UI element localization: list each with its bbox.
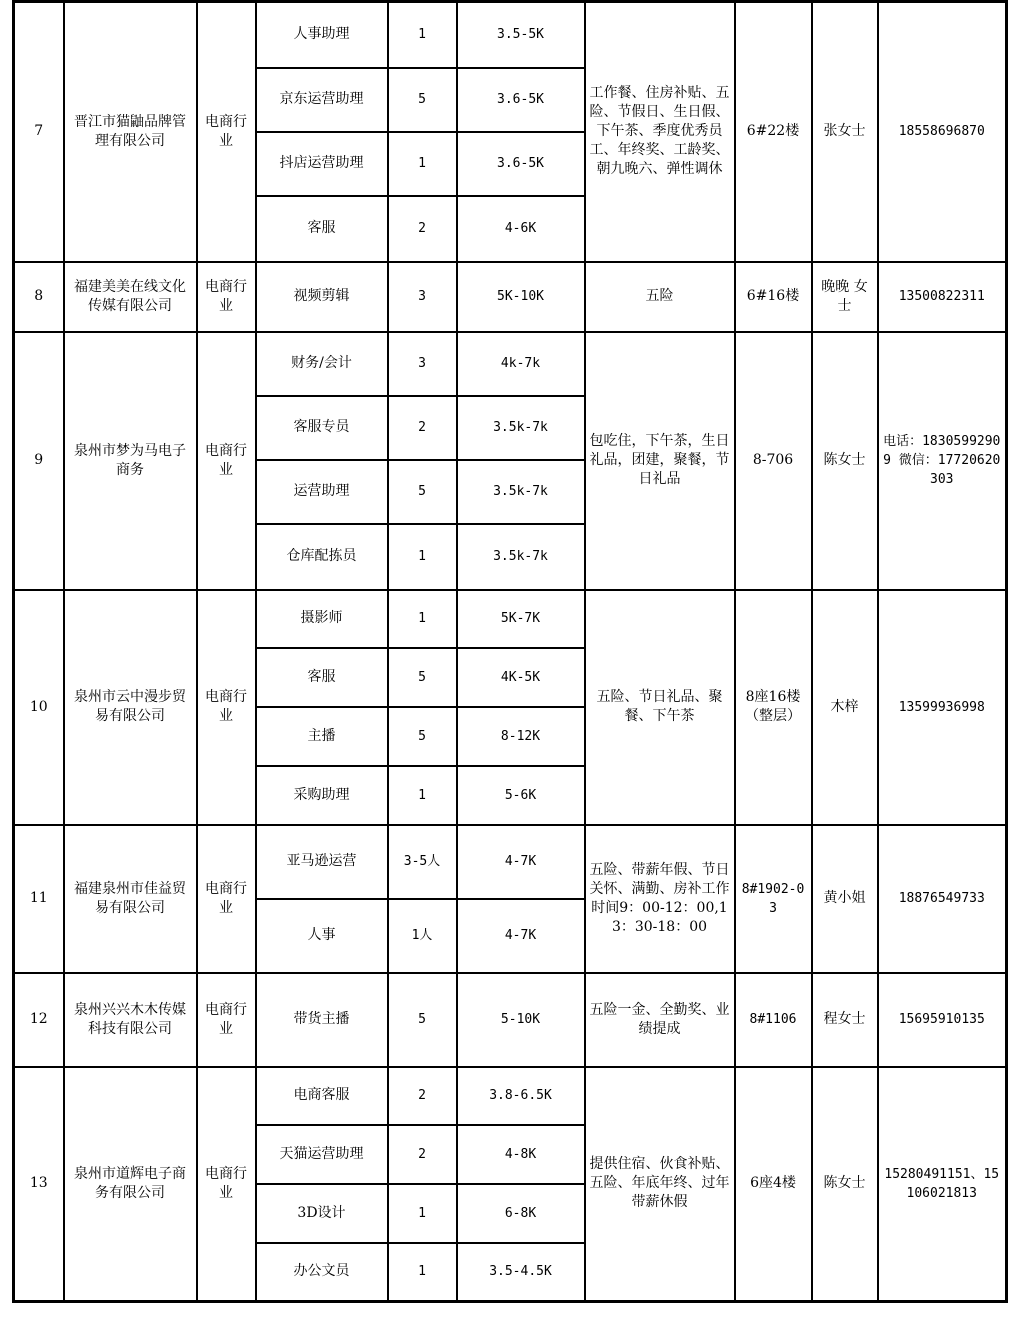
table-row: [14, 825, 1007, 899]
job-salary: 5K-10K: [457, 262, 585, 332]
job-title: 抖店运营助理: [256, 132, 388, 196]
job-salary: 4-6K: [457, 196, 585, 262]
contact-person: 晚晚 女士: [812, 262, 878, 332]
company-name: 泉州兴兴木木传媒科技有限公司: [64, 973, 197, 1067]
job-title: 3D设计: [256, 1184, 388, 1243]
job-title: 仓库配拣员: [256, 524, 388, 590]
company-index: 12: [14, 973, 64, 1067]
job-count: 1: [388, 1184, 457, 1243]
address: 6#16楼: [735, 262, 812, 332]
job-count: 1: [388, 2, 457, 68]
company-index: 7: [14, 2, 64, 262]
job-title: 京东运营助理: [256, 68, 388, 132]
table-row: [14, 2, 1007, 68]
company-name: 福建美美在线文化传媒有限公司: [64, 262, 197, 332]
job-salary: 3.5k-7k: [457, 460, 585, 524]
job-count: 2: [388, 396, 457, 460]
company-index: 9: [14, 332, 64, 590]
job-title: 运营助理: [256, 460, 388, 524]
job-count: 1: [388, 766, 457, 825]
table-row: [14, 590, 1007, 648]
industry: 电商行业: [197, 973, 256, 1067]
job-count: 1: [388, 590, 457, 648]
benefits: 五险、带薪年假、节日关怀、满勤、房补工作时间9：00-12：00,13：30-18：00: [585, 825, 735, 973]
industry: 电商行业: [197, 825, 256, 973]
job-count: 5: [388, 68, 457, 132]
job-count: 3: [388, 262, 457, 332]
job-count: 1: [388, 1243, 457, 1302]
contact-person: 木梓: [812, 590, 878, 825]
job-count: 3: [388, 332, 457, 396]
contact-person: 张女士: [812, 2, 878, 262]
job-salary: 5-10K: [457, 973, 585, 1067]
table-row: [14, 332, 1007, 396]
phone: 13599936998: [878, 590, 1007, 825]
table-row: [14, 973, 1007, 1067]
job-title: 主播: [256, 707, 388, 766]
job-count: 1: [388, 524, 457, 590]
benefits: 包吃住，下午茶，生日礼品，团建，聚餐，节日礼品: [585, 332, 735, 590]
benefits: 五险、节日礼品、聚餐、下午茶: [585, 590, 735, 825]
company-name: 福建泉州市佳益贸易有限公司: [64, 825, 197, 973]
job-salary: 4-7K: [457, 899, 585, 973]
job-salary: 5-6K: [457, 766, 585, 825]
industry: 电商行业: [197, 1067, 256, 1302]
table-row: [14, 262, 1007, 332]
contact-person: 陈女士: [812, 332, 878, 590]
job-count: 3-5人: [388, 825, 457, 899]
phone: 15695910135: [878, 973, 1007, 1067]
job-salary: 3.8-6.5K: [457, 1067, 585, 1125]
job-title: 亚马逊运营: [256, 825, 388, 899]
contact-person: 陈女士: [812, 1067, 878, 1302]
phone: 电话：18305992909 微信：17720620303: [878, 332, 1007, 590]
job-title: 办公文员: [256, 1243, 388, 1302]
benefits: 提供住宿、伙食补贴、五险、年底年终、过年带薪休假: [585, 1067, 735, 1302]
job-count: 2: [388, 196, 457, 262]
job-salary: 3.5k-7k: [457, 396, 585, 460]
company-index: 11: [14, 825, 64, 973]
job-title: 天猫运营助理: [256, 1125, 388, 1184]
job-title: 人事助理: [256, 2, 388, 68]
table-row: [14, 1067, 1007, 1125]
company-name: 晋江市猫鼬品牌管理有限公司: [64, 2, 197, 262]
job-count: 5: [388, 648, 457, 707]
job-title: 财务/会计: [256, 332, 388, 396]
job-count: 1: [388, 132, 457, 196]
phone: 15280491151、15106021813: [878, 1067, 1007, 1302]
job-salary: 4-8K: [457, 1125, 585, 1184]
address: 6#22楼: [735, 2, 812, 262]
job-title: 电商客服: [256, 1067, 388, 1125]
company-index: 10: [14, 590, 64, 825]
industry: 电商行业: [197, 332, 256, 590]
job-salary: 3.5-5K: [457, 2, 585, 68]
job-salary: 6-8K: [457, 1184, 585, 1243]
benefits: 工作餐、住房补贴、五险、节假日、生日假、下午茶、季度优秀员工、年终奖、工龄奖、朝九晚六、弹性调休: [585, 2, 735, 262]
company-name: 泉州市云中漫步贸易有限公司: [64, 590, 197, 825]
address: 8座16楼（整层）: [735, 590, 812, 825]
industry: 电商行业: [197, 2, 256, 262]
job-count: 5: [388, 973, 457, 1067]
benefits: 五险一金、全勤奖、业绩提成: [585, 973, 735, 1067]
contact-person: 程女士: [812, 973, 878, 1067]
job-title: 客服: [256, 648, 388, 707]
industry: 电商行业: [197, 262, 256, 332]
benefits: 五险: [585, 262, 735, 332]
job-count: 1人: [388, 899, 457, 973]
job-salary: 4-7K: [457, 825, 585, 899]
job-salary: 3.6-5K: [457, 132, 585, 196]
job-salary: 5K-7K: [457, 590, 585, 648]
job-salary: 3.6-5K: [457, 68, 585, 132]
job-count: 2: [388, 1067, 457, 1125]
job-listing-table: [12, 0, 1008, 1303]
job-salary: 3.5-4.5K: [457, 1243, 585, 1302]
company-index: 13: [14, 1067, 64, 1302]
contact-person: 黄小姐: [812, 825, 878, 973]
company-name: 泉州市梦为马电子商务: [64, 332, 197, 590]
job-title: 摄影师: [256, 590, 388, 648]
company-index: 8: [14, 262, 64, 332]
phone: 18876549733: [878, 825, 1007, 973]
address: 8#1902-03: [735, 825, 812, 973]
address: 6座4楼: [735, 1067, 812, 1302]
job-salary: 4k-7k: [457, 332, 585, 396]
job-salary: 8-12K: [457, 707, 585, 766]
job-title: 带货主播: [256, 973, 388, 1067]
job-title: 采购助理: [256, 766, 388, 825]
address: 8#1106: [735, 973, 812, 1067]
job-title: 客服专员: [256, 396, 388, 460]
job-salary: 3.5k-7k: [457, 524, 585, 590]
job-salary: 4K-5K: [457, 648, 585, 707]
phone: 13500822311: [878, 262, 1007, 332]
industry: 电商行业: [197, 590, 256, 825]
job-title: 视频剪辑: [256, 262, 388, 332]
address: 8-706: [735, 332, 812, 590]
job-count: 5: [388, 707, 457, 766]
job-count: 2: [388, 1125, 457, 1184]
job-title: 客服: [256, 196, 388, 262]
job-title: 人事: [256, 899, 388, 973]
company-name: 泉州市道辉电子商务有限公司: [64, 1067, 197, 1302]
job-count: 5: [388, 460, 457, 524]
phone: 18558696870: [878, 2, 1007, 262]
